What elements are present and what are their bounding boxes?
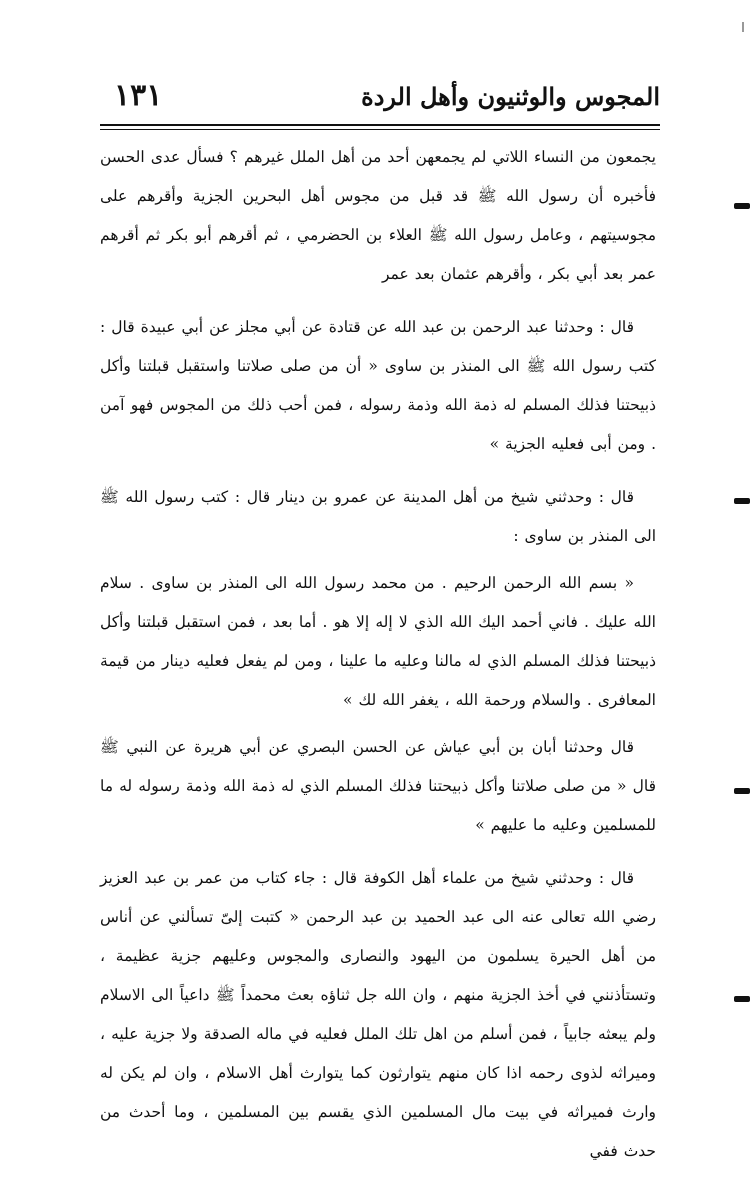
paragraph-4: « بسم الله الرحمن الرحيم . من محمد رسول الله الى المنذر بن ساوى . سلام الله عليك . فاني أحمد اليك الله الذي لا إله إلا هو . أما بعد ، فمن استقبل قبلتنا وأكل ذبيحتنا فذلك المسلم الذي له مالنا وعليه ما علينا ، ومن لم يفعل فعليه دينار من قيمة المعافرى . والسلام ورحمة الله ، يغفر الله لك »: [100, 574, 656, 709]
running-header: [104, 80, 660, 120]
margin-edge-mark: [734, 498, 750, 504]
margin-edge-mark: [734, 996, 750, 1002]
page-number: ١٣١: [114, 78, 163, 113]
body-text: [100, 138, 656, 1179]
header-rule-thin: [100, 129, 660, 130]
chapter-title: المجوس والوثنيون وأهل الردة: [361, 82, 660, 111]
header-rule-thick: [100, 124, 660, 126]
paragraph-5: قال وحدثنا أبان بن أبي عياش عن الحسن البصري عن أبي هريرة عن النبي ﷺ قال « من صلى صلاتنا وأكل ذبيحتنا فذلك المسلم الذي له ذمة الله وذمة رسوله له ما للمسلمين وعليه ما عليهم »: [100, 738, 656, 834]
corner-tick-mark: [742, 22, 744, 32]
paragraph-6: قال : وحدثني شيخ من علماء أهل الكوفة قال : جاء كتاب من عمر بن عبد العزيز رضي الله تعالى عنه الى عبد الحميد بن عبد الرحمن « كتبت إلىّ تسألني عن أناس من أهل الحيرة يسلمون من اليهود والنصارى والمجوس وعليهم جزية عظيمة ، وتستأذنني في أخذ الجزية منهم ، وان الله جل ثناؤه بعث محمداً ﷺ داعياً الى الاسلام ولم يبعثه جابياً ، فمن أسلم من اهل تلك الملل فعليه في ماله الصدقة ولا جزية عليه ، وميراثه لذوى رحمه اذا كان منهم يتوارثون كما يتوارث أهل الاسلام ، وان لم يكن له وارث فميراثه في بيت مال المسلمين الذي يقسم بين المسلمين ، وما أحدث من حدث ففي: [100, 869, 656, 1160]
margin-edge-mark: [734, 203, 750, 209]
paragraph-2: قال : وحدثنا عبد الرحمن بن عبد الله عن قتادة عن أبي مجلز عن أبي عبيدة قال : كتب رسول الله ﷺ الى المنذر بن ساوى « أن من صلى صلاتنا واستقبل قبلتنا وأكل ذبيحتنا فذلك المسلم له ذمة الله وذمة رسوله ، فمن أحب ذلك من المجوس فهو آمن . ومن أبى فعليه الجزية »: [100, 318, 656, 453]
paragraph-3: قال : وحدثني شيخ من أهل المدينة عن عمرو بن دينار قال : كتب رسول الله ﷺ الى المنذر بن ساوى :: [100, 488, 656, 545]
paragraph-1: يجمعون من النساء اللاتي لم يجمعهن أحد من أهل الملل غيرهم ؟ فسأل عدى الحسن فأخبره أن رسول الله ﷺ قد قبل من مجوس أهل البحرين الجزية وأقرهم على مجوسيتهم ، وعامل رسول الله ﷺ العلاء بن الحضرمي ، ثم أقرهم أبو بكر ثم أقرهم عمر بعد أبي بكر ، وأقرهم عثمان بعد عمر: [100, 148, 656, 283]
margin-edge-mark: [734, 788, 750, 794]
